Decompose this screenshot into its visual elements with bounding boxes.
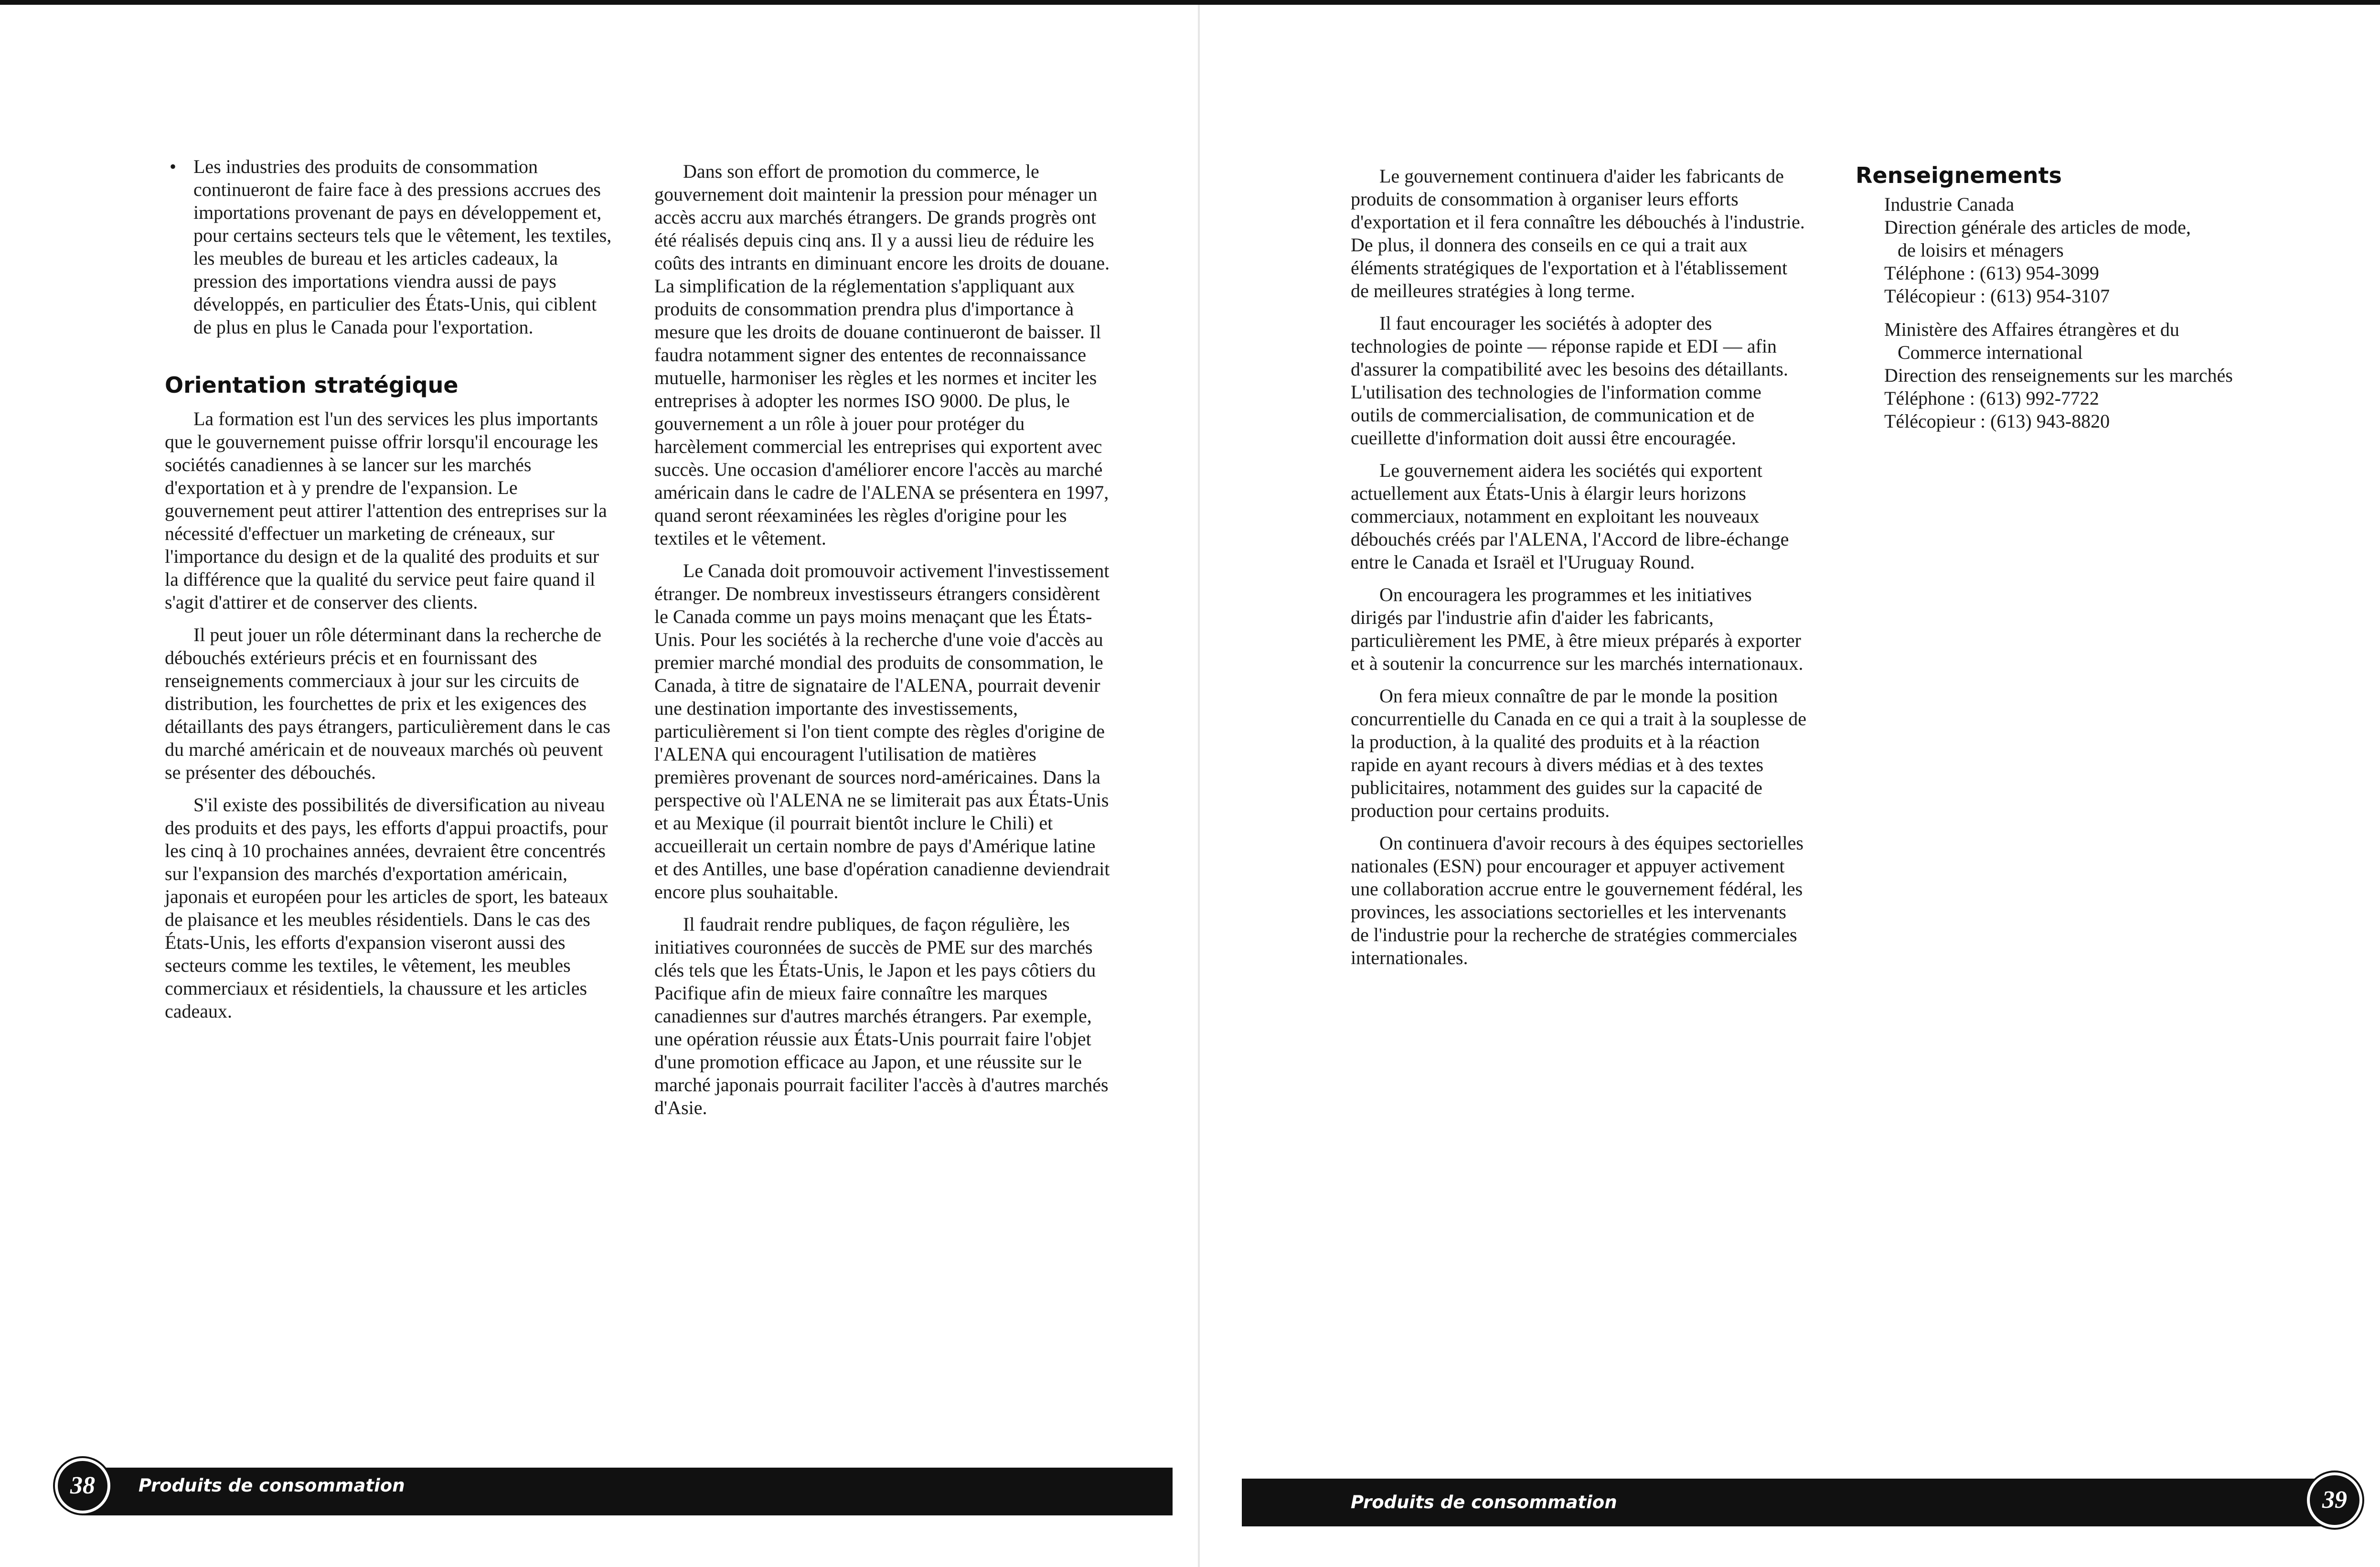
paragraph: La formation est l'un des services les plus importants que le gouvernement puisse offrir lorsqu'il encourage les sociétés canadiennes à se lancer sur les marchés d'exportation et à y prendre de l'expansion. Le gouvernement peut attirer l'attention des entreprises sur la nécessité d'effectuer un marketing de créneaux, sur l'importance du design et de la qualité des produits et sur la différence que la qualité du service peut faire quand il s'agit d'attirer et de conserver des clients.: [165, 408, 607, 613]
left-column-2: [654, 160, 1110, 1119]
bullet-icon: •: [170, 156, 177, 177]
paragraph: Il faut encourager les sociétés à adopter des technologies de pointe — réponse rapide et EDI — afin d'assurer la compatibilité avec les besoins des détaillants. L'utilisation des technologies de l'information comme outils de commercialisation, de communication et de cueillette d'information doit aussi être encouragée.: [1351, 312, 1788, 449]
paragraph: Il peut jouer un rôle déterminant dans la recherche de débouchés extérieurs précis et en fournissant des renseignements commerciaux à jour sur les circuits de distribution, les fourchettes de prix et les exigences des détaillants des pays étrangers, particulièrement dans le cas du marché américain et de nouveaux marchés où peuvent se présenter des débouchés.: [165, 624, 610, 783]
phone: Téléphone : (613) 954-3099: [1884, 262, 2099, 284]
org-name-cont: Commerce international: [1898, 342, 2083, 363]
page-number: 39: [2307, 1472, 2362, 1528]
page-number: 38: [55, 1458, 110, 1513]
paragraph: Le gouvernement aidera les sociétés qui exportent actuellement aux États-Unis à élargir leurs horizons commerciaux, notamment en exploitant les nouveaux débouchés créés par l'ALENA, l'Accord de libre-échange entre le Canada et Israël et l'Uruguay Round.: [1351, 460, 1789, 573]
paragraph: On continuera d'avoir recours à des équipes sectorielles nationales (ESN) pour encourager et appuyer activement une collaboration accrue entre le gouvernement fédéral, les provinces, les associations sectorielles et les intervenants de l'industrie pour la recherche de stratégies commerciales internationales.: [1351, 832, 1804, 968]
center-fold: [1198, 0, 1200, 1567]
contact-block-industry: [1856, 193, 2309, 308]
paragraph: Le Canada doit promouvoir activement l'investissement étranger. De nombreux investisseurs étrangers considèrent le Canada comme un pays moins menaçant que les États-Unis. Pour les sociétés à la recherche d'une voie d'accès au premier marché mondial des produits de consommation, le Canada, à titre de signataire de l'ALENA, pourrait devenir une destination importante des investissements, particulièrement si l'on tient compte des règles d'origine de l'ALENA qui encouragent l'utilisation de matières premières provenant de sources nord-américaines. Dans la perspective où l'ALENA ne se limiterait pas aux États-Unis et au Mexique (il pourrait bientôt inclure le Chili) et accueillerait un certain nombre de pays d'Amérique latine et des Antilles, une base d'opération canadienne deviendrait encore plus souhaitable.: [654, 560, 1110, 902]
section-heading: Renseignements: [1856, 162, 2062, 188]
right-column-2: [1856, 162, 2309, 433]
fax: Télécopieur : (613) 954-3107: [1884, 285, 2110, 307]
dept-name-cont: de loisirs et ménagers: [1898, 239, 2064, 261]
org-name: Industrie Canada: [1884, 193, 2015, 215]
scan-edge-line: [0, 0, 2380, 5]
contact-block-foreign-affairs: [1856, 318, 2309, 433]
paragraph: Le gouvernement continuera d'aider les fabricants de produits de consommation à organiser leurs efforts d'exportation et il fera connaître les débouchés à l'industrie. De plus, il donnera des conseils en ce qui a trait aux éléments stratégiques de l'exportation et à l'établissement de meilleures stratégies à long terme.: [1351, 165, 1805, 301]
dept-name: Direction des renseignements sur les marchés: [1884, 365, 2233, 386]
paragraph: On encouragera les programmes et les initiatives dirigés par l'industrie afin d'aider les fabricants, particulièrement les PME, à être mieux préparés à exporter et à soutenir la concurrence sur les marchés internationaux.: [1351, 584, 1804, 674]
paragraph: On fera mieux connaître de par le monde la position concurrentielle du Canada en ce qui a trait à la souplesse de la production, à la qualité des produits et à la réaction rapide en ayant recours à divers médias et à des textes publicitaires, notamment des guides sur la capacité de production pour certains produits.: [1351, 685, 1807, 821]
bullet-text: Les industries des produits de consommation continueront de faire face à des pressions accrues des importations provenant de pays en développement et, pour certains secteurs tels que le vêtement, les textiles, les meubles de bureau et les articles cadeaux, la pression des importations viendra aussi de pays développés, en particulier des États-Unis, qui ciblent de plus en plus le Canada pour l'exportation.: [193, 156, 612, 338]
bullet-item: [165, 155, 616, 339]
paragraph: Il faudrait rendre publiques, de façon régulière, les initiatives couronnées de succès de PME sur des marchés clés tels que les États-Unis, le Japon et les pays côtiers du Pacifique afin de mieux faire connaître les marques canadiennes sur d'autres marchés étrangers. Par exemple, une opération réussie aux États-Unis pourrait faire l'objet d'une promotion efficace au Japon, et une réussite sur le marché japonais pourrait faciliter l'accès à d'autres marchés d'Asie.: [654, 913, 1109, 1118]
footer-title: Produits de consommation: [139, 1475, 405, 1496]
footer-title: Produits de consommation: [1351, 1492, 1617, 1513]
fax: Télécopieur : (613) 943-8820: [1884, 410, 2110, 432]
section-heading: Orientation stratégique: [165, 372, 459, 398]
org-name: Ministère des Affaires étrangères et du: [1884, 319, 2179, 340]
paragraph: Dans son effort de promotion du commerce, le gouvernement doit maintenir la pression pour ménager un accès accru aux marchés étrangers. De grands progrès ont été réalisés depuis cinq ans. Il y a aussi lieu de réduire les coûts des intrants en diminuant encore les droits de douane. La simplification de la réglementation s'appliquant aux produits de consommation prendra plus d'importance à mesure que les droits de douane continueront de baisser. Il faudra notamment signer des ententes de reconnaissance mutuelle, harmoniser les règles et les normes et inciter les entreprises à adopter les normes ISO 9000. De plus, le gouvernement a un rôle à jouer pour protéger du harcèlement commercial les entreprises qui exportent avec succès. Une occasion d'améliorer encore l'accès au marché américain dans le cadre de l'ALENA se présentera en 1997, quand seront réexaminées les règles d'origine pour les textiles et le vêtement.: [654, 161, 1110, 549]
paragraph: S'il existe des possibilités de diversification au niveau des produits et des pays, les efforts d'appui proactifs, pour les cinq à 10 prochaines années, devraient être concentrés sur l'expansion des marchés d'exportation américain, japonais et européen pour les articles de sport, les bateaux de plaisance et les meubles résidentiels. Dans le cas des États-Unis, les efforts d'expansion viseront aussi des secteurs comme les textiles, le vêtement, les meubles commerciaux et résidentiels, la chaussure et les articles cadeaux.: [165, 794, 608, 1022]
dept-name: Direction générale des articles de mode,: [1884, 216, 2191, 238]
phone: Téléphone : (613) 992-7722: [1884, 387, 2099, 409]
right-column-1: [1351, 165, 1807, 969]
left-column-1: [165, 155, 616, 1023]
